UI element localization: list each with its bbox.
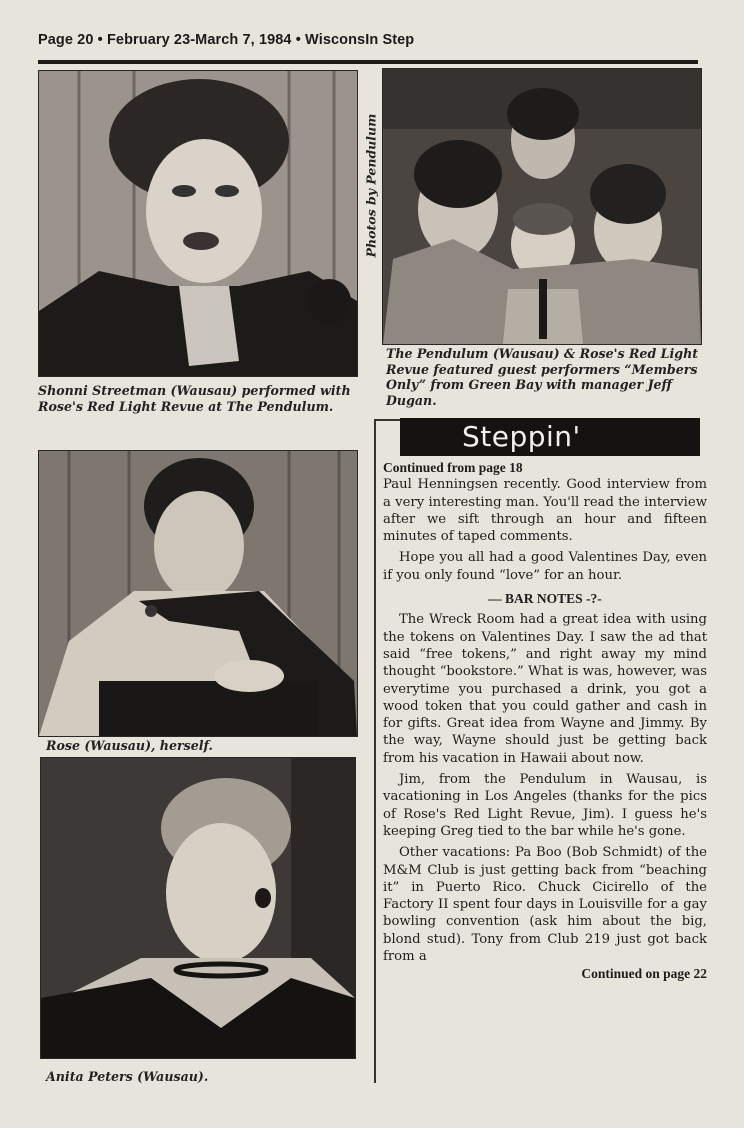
photo-group-members-only [382, 68, 702, 345]
caption-rose: Rose (Wausau), herself. [46, 738, 213, 753]
caption-shonni: Shonni Streetman (Wausau) performed with Rose's Red Light Revue at The Pendulum. [38, 383, 351, 414]
article-paragraph: Hope you all had a good Valentines Day, even if you only found “love” for an hour. [383, 550, 707, 583]
continued-on-label: Continued on page 22 [581, 966, 707, 982]
caption-group: The Pendulum (Wausau) & Rose's Red Light Revue featured guest performers “Members Only” from Green Bay with manager Jeff Dugan. [386, 346, 699, 408]
article-paragraph: The Wreck Room had a great idea with using the tokens on Valentines Day. I saw the ad that said “free tokens,” and right away my mind thought “bookstore.” What is was, however, was everytime you purchased a drink, you got a wood token that you could gather and cash in for gifts. Great idea from Wayne and Jimmy. By the way, Wayne should just be getting back from his vacation in Hawaii about now. [383, 612, 707, 766]
article-paragraph: Paul Henningsen recently. Good interview from a very interesting man. You'll read the interview after we sift through an hour and fifteen minutes of taped comments. [383, 477, 707, 545]
photo-rose [38, 450, 358, 737]
steppin-article [383, 459, 707, 983]
page-header: Page 20 • February 23-March 7, 1984 • WisconsIn Step [38, 32, 415, 48]
continued-from-label: Continued from page 18 [383, 460, 523, 475]
bar-notes-subhead: — BAR NOTES -?- [488, 591, 602, 607]
photo-anita-peters [40, 757, 356, 1059]
article-paragraph: Other vacations: Pa Boo (Bob Schmidt) of the M&M Club is just getting back from “beaching it” in Puerto Rico. Chuck Cicirello of the Factory II spent four days in Louisville for a gay bowling convention (ask him about the big, blond stud). Tony from Club 219 just got back from a [383, 845, 707, 965]
header-rule [38, 60, 698, 64]
column-divider-vertical [374, 419, 376, 1083]
article-paragraph: Jim, from the Pendulum in Wausau, is vacationing in Los Angeles (thanks for the pics of Rose's Red Light Revue, Jim). I guess he's keeping Greg tied to the bar while he's gone. [383, 772, 707, 839]
photo-credit: Photos by Pendulum [363, 113, 379, 258]
photo-shonni-streetman [38, 70, 358, 377]
caption-anita: Anita Peters (Wausau). [46, 1069, 209, 1084]
column-heading-steppin: Steppin' [400, 418, 700, 456]
